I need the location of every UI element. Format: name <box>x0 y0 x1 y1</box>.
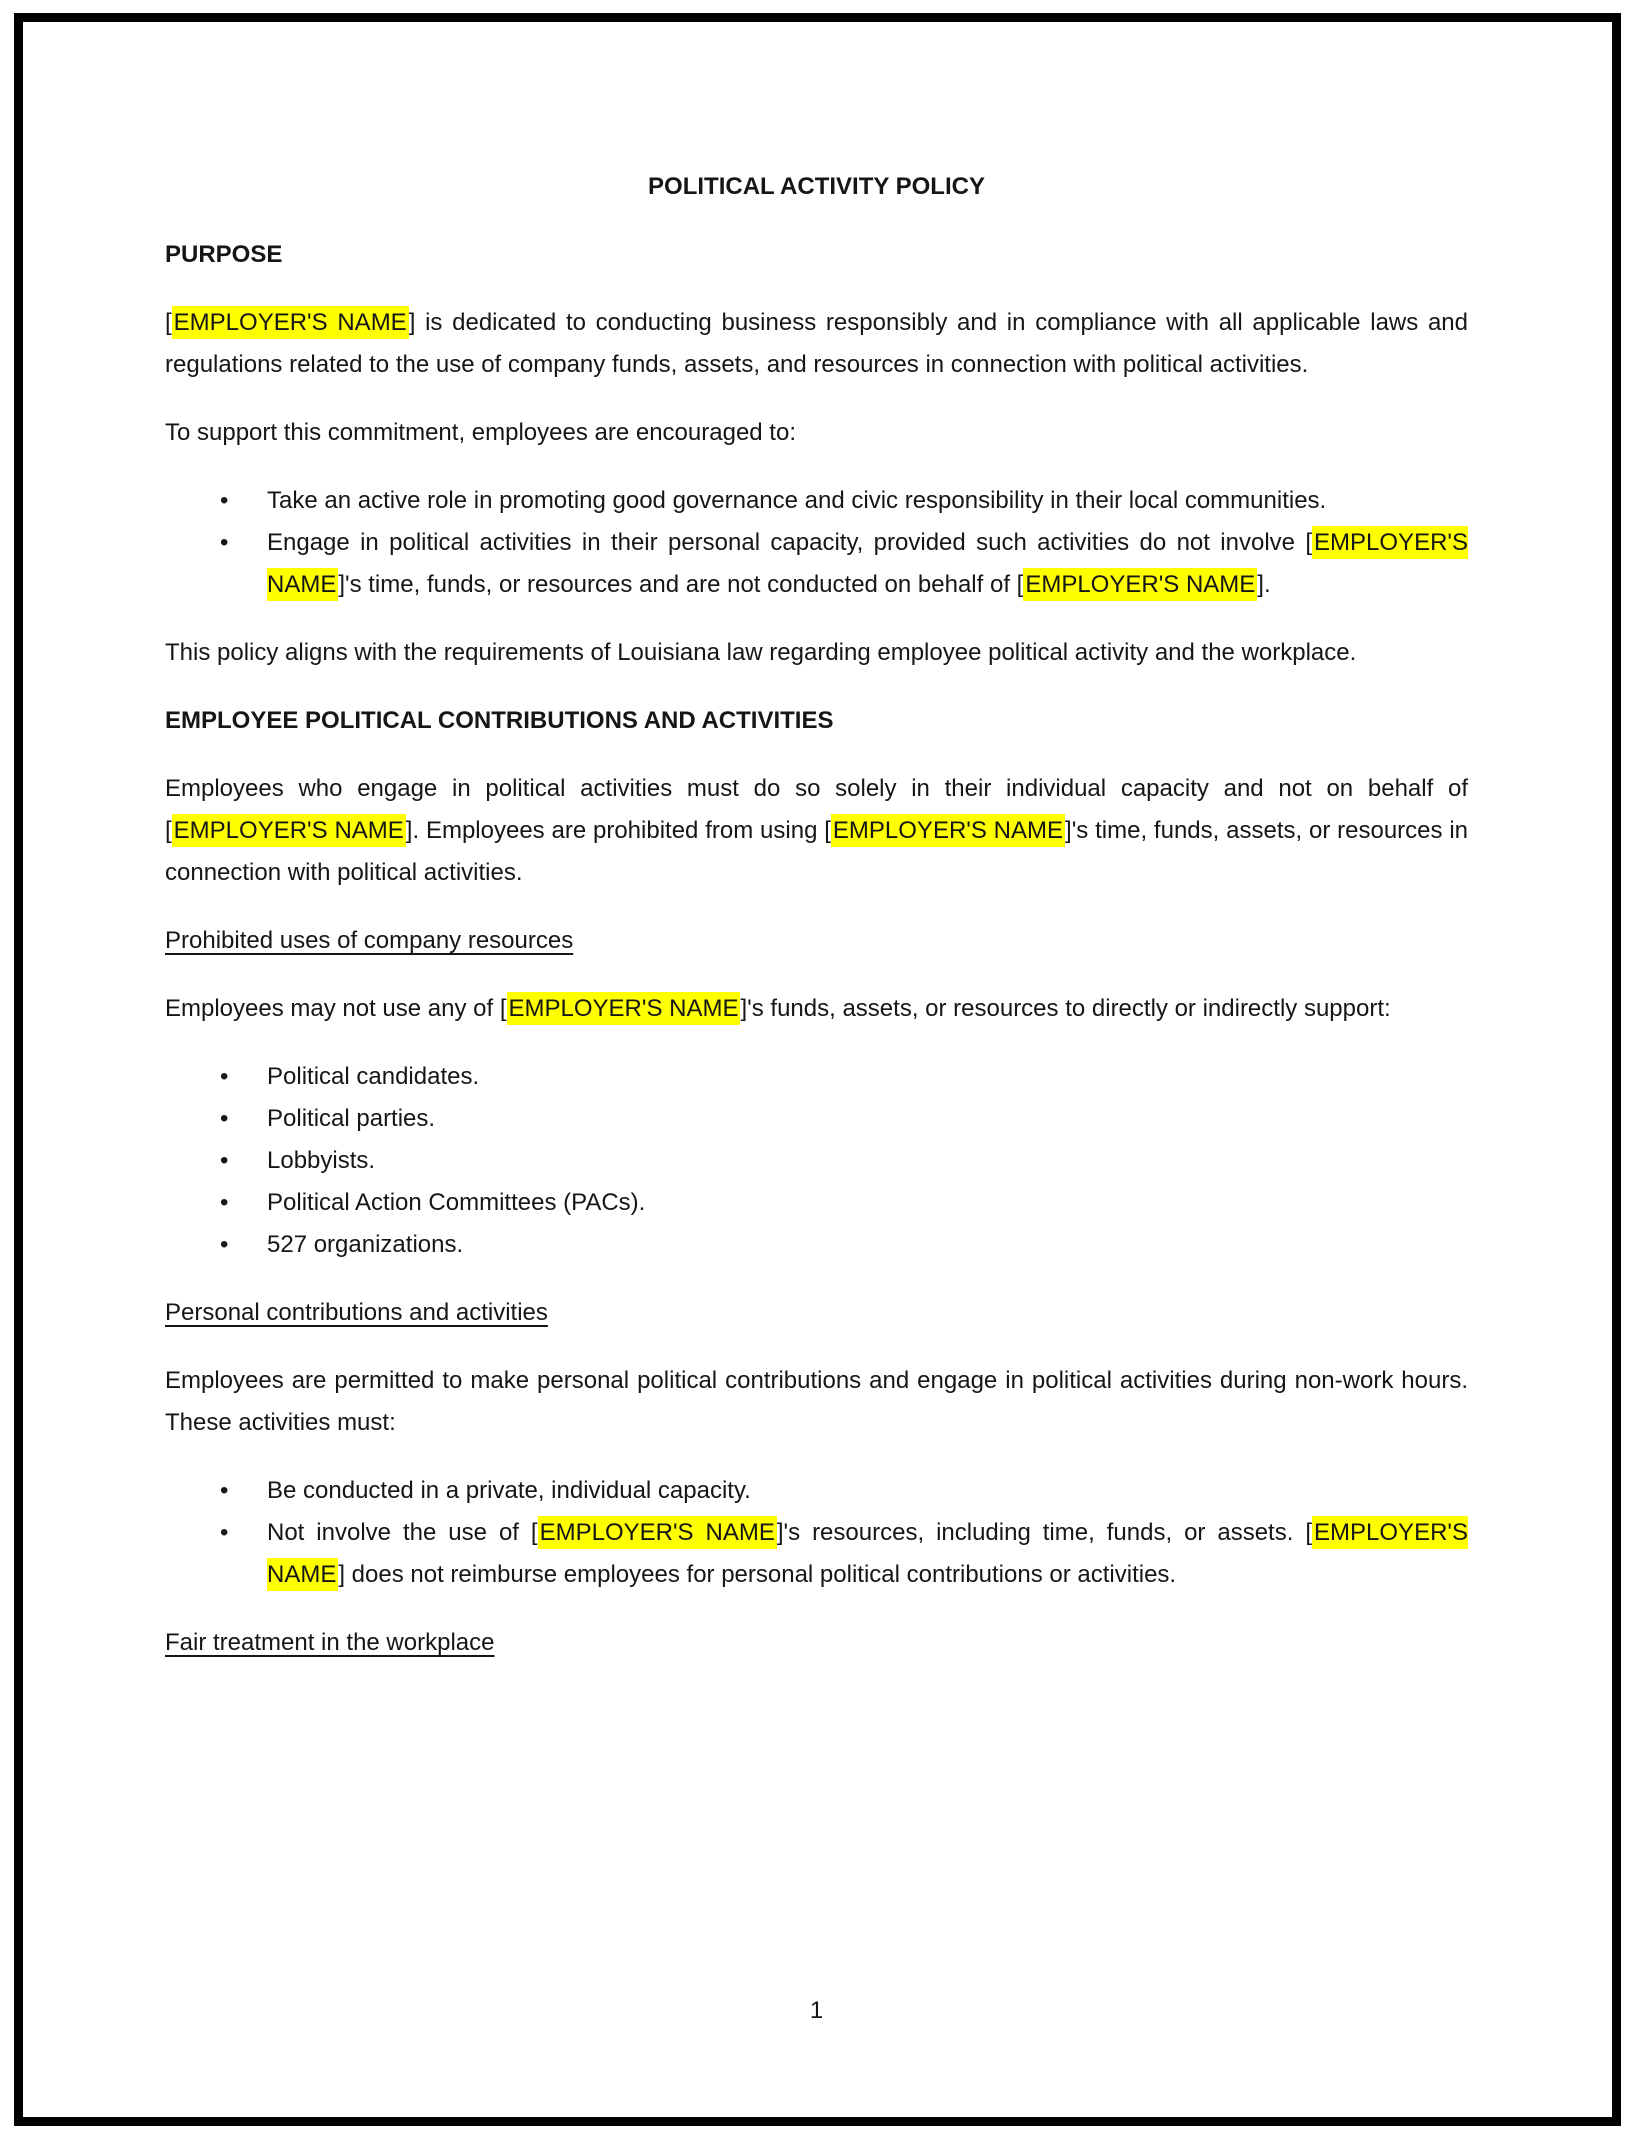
subheading-prohibited-uses: Prohibited uses of company resources <box>165 927 574 954</box>
list-item <box>165 1098 1468 1140</box>
employer-name-highlight: EMPLOYER'S NAME <box>267 526 1468 601</box>
text-segment: [ <box>165 309 172 336</box>
text-segment: Be conducted in a private, individual capacity. <box>267 1477 751 1504</box>
support-bullet-list <box>165 480 1468 606</box>
document-title: POLITICAL ACTIVITY POLICY <box>648 173 985 200</box>
list-item <box>165 1182 1468 1224</box>
document-content <box>165 166 1468 1690</box>
list-item <box>165 1224 1468 1266</box>
text-segment: ]. Employees are prohibited from using [ <box>405 817 831 844</box>
text-segment: Take an active role in promoting good governance and civic responsibility in their local communities. <box>267 487 1327 514</box>
text-segment: Employees who engage in political activities must do so solely in their individual capacity and not on behalf of [ <box>165 775 1468 844</box>
page-number: 1 <box>809 1997 824 2024</box>
list-item <box>165 1056 1468 1098</box>
employer-name-highlight: EMPLOYER'S NAME <box>507 992 741 1025</box>
text-segment: ]'s time, funds, or resources and are not conducted on behalf of [ <box>338 571 1024 598</box>
prohibited-bullet-list <box>165 1056 1468 1266</box>
paragraph-individual-capacity <box>165 768 1468 894</box>
bullet-icon: • <box>220 1063 229 1090</box>
list-item <box>165 1470 1468 1512</box>
text-segment: ]. <box>1257 571 1271 598</box>
list-item <box>165 480 1468 522</box>
bullet-icon: • <box>220 529 229 556</box>
employer-name-highlight: EMPLOYER'S NAME <box>831 814 1065 847</box>
text-segment: Engage in political activities in their personal capacity, provided such activities do not involve [ <box>267 529 1313 556</box>
heading-purpose: PURPOSE <box>165 241 283 268</box>
employer-name-highlight: EMPLOYER'S NAME <box>172 306 409 339</box>
paragraph-support-lead: To support this commitment, employees are encouraged to: <box>165 419 796 446</box>
list-item <box>165 1512 1468 1596</box>
text-segment: Political candidates. <box>267 1063 480 1090</box>
paragraph-intro <box>165 302 1468 386</box>
text-segment: 527 organizations. <box>267 1231 464 1258</box>
bullet-icon: • <box>220 1147 229 1174</box>
bullet-icon: • <box>220 1477 229 1504</box>
subheading-personal-contributions: Personal contributions and activities <box>165 1299 548 1326</box>
employer-name-highlight: EMPLOYER'S NAME <box>1023 568 1257 601</box>
text-segment: ]'s time, funds, assets, or resources in connection with political activities. <box>165 817 1468 886</box>
bullet-icon: • <box>220 1105 229 1132</box>
employer-name-highlight: EMPLOYER'S NAME <box>172 814 406 847</box>
bullet-icon: • <box>220 1519 229 1546</box>
text-segment: ]'s funds, assets, or resources to directly or indirectly support: <box>740 995 1391 1022</box>
paragraph-louisiana: This policy aligns with the requirements of Louisiana law regarding employee political activity and the workplace. <box>165 639 1357 666</box>
bullet-icon: • <box>220 1189 229 1216</box>
text-segment: Lobbyists. <box>267 1147 376 1174</box>
text-segment: ] does not reimburse employees for personal political contributions or activities. <box>338 1561 1177 1588</box>
text-segment: Employees may not use any of [ <box>165 995 507 1022</box>
bullet-icon: • <box>220 1231 229 1258</box>
employer-name-highlight: EMPLOYER'S NAME <box>267 1516 1468 1591</box>
text-segment: Not involve the use of [ <box>267 1519 538 1546</box>
paragraph-personal: Employees are permitted to make personal political contributions and engage in political activities during non-work hours. These activities must: <box>165 1367 1468 1436</box>
subheading-fair-treatment: Fair treatment in the workplace <box>165 1629 495 1656</box>
heading-contributions: EMPLOYEE POLITICAL CONTRIBUTIONS AND ACTIVITIES <box>165 707 834 734</box>
text-segment: ] is dedicated to conducting business responsibly and in compliance with all applicable laws and regulations related to the use of company funds, assets, and resources in connection with political activities. <box>165 309 1469 378</box>
bullet-icon: • <box>220 487 229 514</box>
list-item <box>165 522 1468 606</box>
personal-bullet-list <box>165 1470 1468 1596</box>
employer-name-highlight: EMPLOYER'S NAME <box>538 1516 777 1549</box>
paragraph-prohibited <box>165 988 1468 1030</box>
text-segment: Political Action Committees (PACs). <box>267 1189 646 1216</box>
list-item <box>165 1140 1468 1182</box>
text-segment: Political parties. <box>267 1105 436 1132</box>
text-segment: ]'s resources, including time, funds, or assets. [ <box>776 1519 1313 1546</box>
